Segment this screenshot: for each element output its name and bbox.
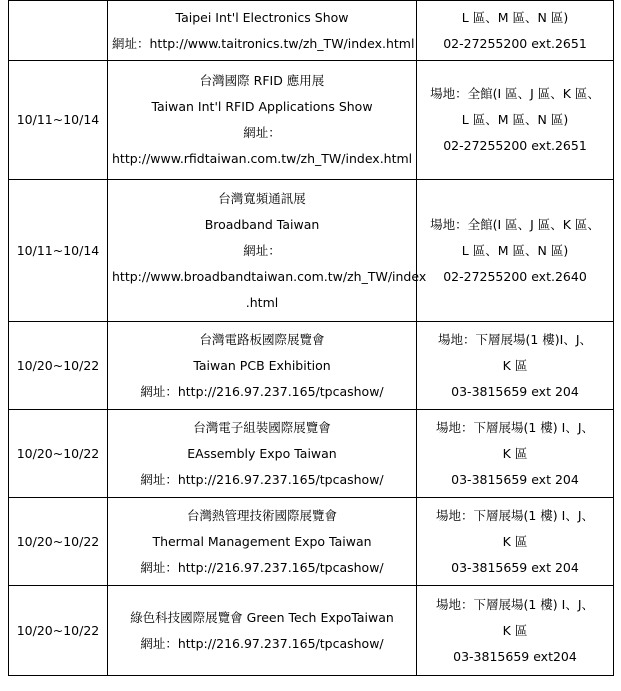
exhibition-name-en-line: Broadband Taiwan [204, 216, 320, 232]
date-cell: 10/20~10/22 [9, 586, 108, 676]
venue-line: K 區 [502, 622, 528, 638]
exhibition-url-line: http://www.rfidtaiwan.com.tw/zh_TW/index.html [112, 151, 413, 166]
phone-line: 03-3815659 ext 204 [451, 471, 579, 487]
table-row [9, 61, 614, 180]
exhibition-name-line: 台灣國際 RFID 應用展 [199, 73, 325, 88]
venue-line: 場地：全館(I 區、J 區、K 區、 [430, 86, 600, 101]
exhibition-name-cell [108, 61, 417, 180]
date-cell [9, 1, 108, 61]
phone-line: 03-3815659 ext 204 [451, 559, 579, 575]
exhibition-name-cell [108, 410, 417, 498]
venue-cell [417, 180, 614, 322]
date-cell: 10/11~10/14 [9, 180, 108, 322]
exhibition-name-line: 台灣熱管理技術國際展覽會 [186, 507, 337, 523]
exhibition-name-en-line: Taiwan PCB Exhibition [193, 357, 331, 373]
date-cell: 10/20~10/22 [9, 498, 108, 586]
venue-cell [417, 586, 614, 676]
table-row [9, 586, 614, 676]
exhibition-url-line: 網址：http://216.97.237.165/tpcashow/ [140, 383, 384, 399]
venue-cell [417, 498, 614, 586]
exhibition-name-cell [108, 1, 417, 61]
phone-line: 02-27255200 ext.2651 [443, 138, 587, 153]
phone-line: 03-3815659 ext 204 [451, 383, 579, 399]
exhibition-name-line: 台灣電路板國際展覽會 [199, 331, 325, 347]
exhibition-name-en-line: Taiwan Int'l RFID Applications Show [151, 99, 373, 114]
table-row [9, 322, 614, 410]
exhibition-schedule-table [8, 0, 614, 676]
phone-line: 02-27255200 ext.2640 [443, 268, 587, 284]
exhibition-url-label: 網址： [243, 242, 281, 258]
exhibition-name-cell [108, 322, 417, 410]
venue-line: L 區、M 區、N 區) [461, 242, 569, 258]
venue-line: K 區 [502, 445, 528, 461]
table-row [9, 498, 614, 586]
exhibition-name-cell [108, 498, 417, 586]
venue-cell [417, 61, 614, 180]
exhibition-url-line: .html [245, 294, 279, 310]
venue-line: L 區、M 區、N 區) [461, 9, 569, 25]
exhibition-name-cell [108, 586, 417, 676]
exhibition-url-line: 網址：http://216.97.237.165/tpcashow/ [140, 471, 384, 487]
venue-line: 場地：下層展場(1 樓) I、J、 [435, 507, 595, 523]
exhibition-name-line: 台灣寬頻通訊展 [218, 190, 306, 206]
venue-line: 場地：下層展場(1 樓)I、J、 [437, 331, 593, 347]
exhibition-name-cell [108, 180, 427, 322]
exhibition-url-line: 網址：http://www.taitronics.tw/zh_TW/index.html [112, 35, 415, 51]
venue-cell [417, 410, 614, 498]
venue-line: 場地：全館(I 區、J 區、K 區、 [430, 216, 600, 232]
exhibition-url-line: http://www.broadbandtaiwan.com.tw/zh_TW/index [112, 268, 427, 284]
venue-line: 場地：下層展場(1 樓) I、J、 [435, 419, 595, 435]
venue-line: K 區 [502, 357, 528, 373]
phone-line: 03-3815659 ext204 [453, 648, 577, 664]
venue-line: K 區 [502, 533, 528, 549]
exhibition-url-label: 網址： [243, 125, 281, 140]
exhibition-name-line: 台灣電子組裝國際展覽會 [193, 419, 331, 435]
exhibition-name-line: Taipei Int'l Electronics Show [175, 9, 349, 25]
venue-cell [417, 1, 614, 61]
table-row [9, 410, 614, 498]
phone-line: 02-27255200 ext.2651 [443, 35, 587, 51]
date-cell: 10/20~10/22 [9, 410, 108, 498]
date-cell: 10/20~10/22 [9, 322, 108, 410]
exhibition-name-line: 綠色科技國際展覽會 Green Tech ExpoTaiwan [130, 609, 394, 625]
venue-cell [417, 322, 614, 410]
exhibition-url-line: 網址：http://216.97.237.165/tpcashow/ [140, 635, 384, 651]
exhibition-url-line: 網址：http://216.97.237.165/tpcashow/ [140, 559, 384, 575]
table-row [9, 1, 614, 61]
exhibition-name-en-line: Thermal Management Expo Taiwan [152, 533, 372, 549]
venue-line: 場地：下層展場(1 樓) I、J、 [435, 596, 595, 612]
date-cell: 10/11~10/14 [9, 61, 108, 180]
exhibition-name-en-line: EAssembly Expo Taiwan [187, 445, 337, 461]
venue-line: L 區、M 區、N 區) [461, 112, 569, 127]
table-row [9, 180, 614, 322]
